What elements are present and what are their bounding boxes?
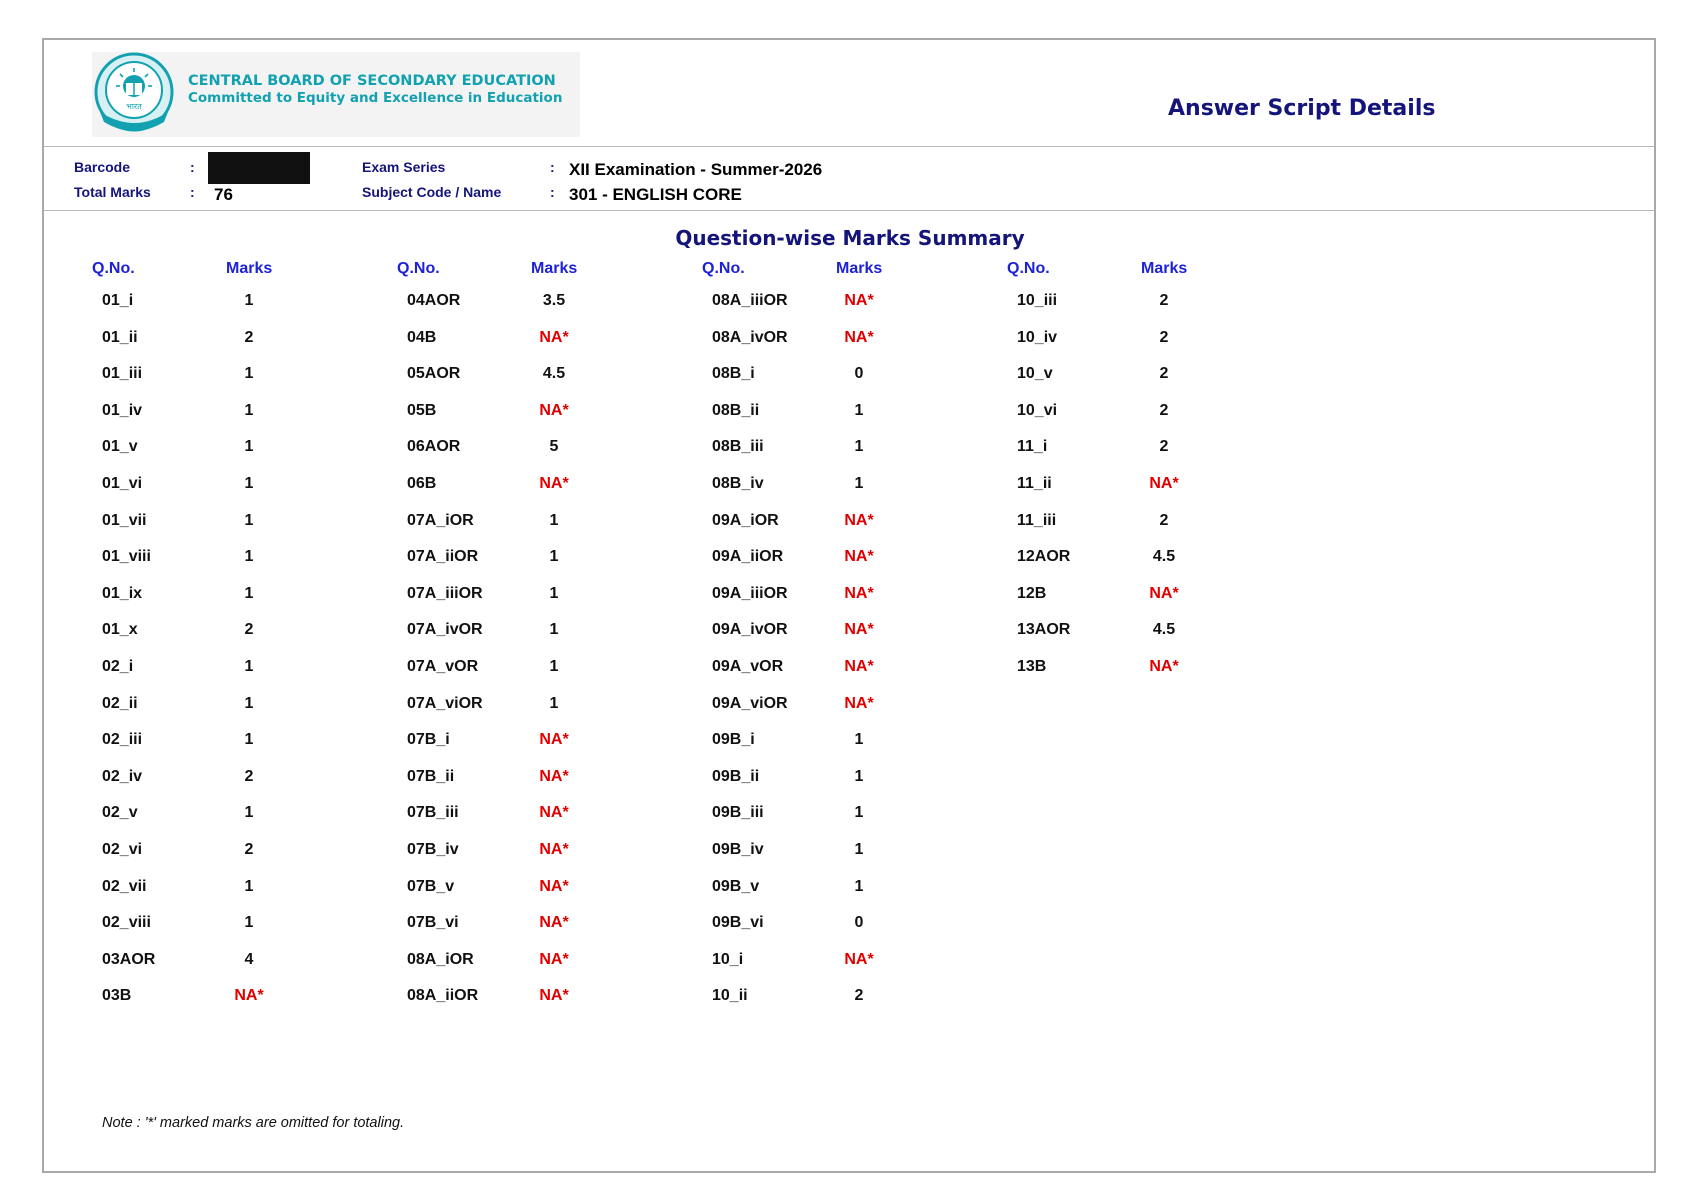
marks-value: 1 (244, 804, 254, 822)
exam-series-colon: : (550, 159, 555, 175)
marks-value: 2 (1159, 292, 1169, 309)
question-number: 12B (1017, 584, 1047, 602)
marks-value: 1 (549, 621, 559, 639)
marks-header: Marks (836, 260, 883, 277)
question-number: 07A_vOR (407, 658, 479, 675)
question-number: 08A_iOR (407, 950, 474, 968)
marks-value: 4.5 (1152, 621, 1176, 639)
total-marks-label: Total Marks (74, 184, 151, 200)
marks-value: 1 (549, 658, 559, 675)
question-number: 01_iii (102, 365, 143, 383)
marks-value: 1 (549, 548, 559, 566)
question-number: 01_x (102, 621, 138, 639)
question-number: 09A_iiiOR (712, 584, 788, 602)
question-number: 08A_ivOR (712, 328, 788, 346)
exam-series-label: Exam Series (362, 159, 446, 175)
qno-header: Q.No. (702, 260, 745, 277)
marks-value: 5 (549, 438, 559, 456)
subject-colon: : (550, 184, 555, 200)
question-number: 08B_i (712, 365, 755, 383)
marks-value: 1 (549, 694, 559, 712)
footnote: Note : '*' marked marks are omitted for totaling. (102, 1115, 405, 1131)
qno-header: Q.No. (92, 260, 135, 277)
marks-value: 1 (244, 548, 254, 566)
question-number: 08A_iiOR (407, 987, 479, 1005)
exam-series-value: XII Examination - Summer-2026 (569, 160, 823, 179)
marks-value: NA* (844, 292, 874, 309)
marks-value: NA* (539, 914, 569, 932)
marks-value: NA* (1149, 658, 1179, 675)
question-number: 02_ii (102, 694, 138, 712)
marks-value: 1 (854, 438, 864, 456)
marks-value: NA* (844, 694, 874, 712)
marks-value: NA* (1149, 584, 1179, 602)
marks-value: NA* (844, 511, 874, 529)
marks-value: 2 (1159, 328, 1169, 346)
question-number: 07A_ivOR (407, 621, 483, 639)
question-number: 10_vi (1017, 401, 1058, 419)
question-number: 10_iii (1017, 292, 1058, 309)
question-number: 01_ii (102, 328, 138, 346)
question-number: 04AOR (407, 292, 461, 309)
question-number: 09A_iiOR (712, 548, 784, 566)
question-number: 08B_iv (712, 475, 764, 492)
question-number: 06AOR (407, 438, 461, 456)
marks-value: NA* (539, 767, 569, 785)
marks-value: 1 (854, 475, 864, 492)
question-number: 01_iv (102, 401, 143, 419)
marks-value: NA* (539, 877, 569, 895)
question-number: 11_iii (1017, 511, 1057, 529)
marks-value: NA* (234, 987, 264, 1005)
marks-value: 2 (244, 841, 254, 858)
question-number: 05AOR (407, 365, 461, 383)
question-number: 09B_i (712, 731, 755, 749)
marks-value: NA* (539, 731, 569, 749)
marks-value: 4.5 (542, 365, 566, 383)
marks-value: 2 (854, 987, 864, 1005)
summary-title: Question-wise Marks Summary (675, 226, 1025, 250)
question-number: 07B_v (407, 877, 455, 895)
question-number: 08B_iii (712, 438, 764, 456)
marks-value: 0 (854, 365, 864, 383)
question-number: 09A_ivOR (712, 621, 788, 639)
question-number: 06B (407, 475, 437, 492)
question-number: 09B_iv (712, 841, 764, 858)
question-number: 02_iii (102, 731, 143, 749)
question-number: 12AOR (1017, 548, 1071, 566)
question-number: 02_iv (102, 767, 143, 785)
question-number: 09B_iii (712, 804, 764, 822)
question-number: 07B_i (407, 731, 450, 749)
page-title: Answer Script Details (1168, 96, 1436, 121)
marks-value: 2 (244, 621, 254, 639)
marks-value: NA* (539, 804, 569, 822)
total-marks-colon: : (190, 184, 195, 200)
cbse-seal-logo (90, 50, 178, 138)
question-number: 08B_ii (712, 401, 760, 419)
marks-value: 1 (854, 401, 864, 419)
question-number: 09A_viOR (712, 694, 788, 712)
question-number: 02_vi (102, 841, 143, 858)
marks-value: 1 (854, 877, 864, 895)
marks-value: 1 (244, 438, 254, 456)
marks-value: 1 (244, 511, 254, 529)
question-number: 02_viii (102, 914, 151, 932)
question-number: 10_v (1017, 365, 1053, 383)
marks-value: 2 (1159, 511, 1169, 529)
question-number: 02_i (102, 658, 134, 675)
marks-value: 2 (244, 767, 254, 785)
marks-value: NA* (539, 950, 569, 968)
header-divider (44, 146, 1654, 147)
marks-value: 1 (244, 877, 254, 895)
marks-value: 1 (244, 401, 254, 419)
marks-value: 1 (854, 804, 864, 822)
seal-text: भारत (126, 102, 142, 111)
question-number: 09B_v (712, 877, 760, 895)
question-number: 03B (102, 987, 132, 1005)
question-number: 10_i (712, 950, 744, 968)
marks-value: 1 (244, 584, 254, 602)
question-number: 10_ii (712, 987, 748, 1005)
marks-value: 1 (244, 365, 254, 383)
subject-value: 301 - ENGLISH CORE (569, 185, 742, 204)
question-number: 09B_vi (712, 914, 764, 932)
info-divider (44, 210, 1654, 211)
marks-value: NA* (539, 328, 569, 346)
marks-value: 1 (549, 511, 559, 529)
marks-value: 1 (854, 767, 864, 785)
marks-value: 1 (549, 584, 559, 602)
question-number: 03AOR (102, 950, 156, 968)
marks-value: 3.5 (542, 292, 566, 309)
question-number: 13B (1017, 658, 1047, 675)
marks-value: 1 (244, 658, 254, 675)
marks-value: NA* (844, 328, 874, 346)
question-number: 07A_viOR (407, 694, 483, 712)
marks-value: 2 (1159, 365, 1169, 383)
barcode-label: Barcode (74, 159, 131, 175)
org-tagline: Committed to Equity and Excellence in Education (188, 90, 563, 106)
marks-value: 1 (244, 914, 254, 932)
total-marks-value: 76 (214, 185, 233, 204)
marks-value: NA* (539, 475, 569, 492)
marks-value: NA* (844, 950, 874, 968)
marks-value: 2 (1159, 401, 1169, 419)
barcode-redacted (208, 152, 310, 184)
marks-header: Marks (1141, 260, 1188, 277)
marks-value: NA* (844, 584, 874, 602)
subject-label: Subject Code / Name (362, 184, 502, 200)
marks-value: 2 (244, 328, 254, 346)
question-number: 09B_ii (712, 767, 760, 785)
marks-header: Marks (226, 260, 273, 277)
question-number: 11_i (1017, 438, 1048, 456)
question-number: 07A_iOR (407, 511, 474, 529)
question-number: 04B (407, 328, 437, 346)
question-number: 11_ii (1017, 475, 1052, 492)
marks-value: NA* (539, 401, 569, 419)
marks-value: 2 (1159, 438, 1169, 456)
marks-value: 4 (244, 950, 254, 968)
question-number: 08A_iiiOR (712, 292, 788, 309)
question-number: 07A_iiOR (407, 548, 479, 566)
question-number: 01_vi (102, 475, 143, 492)
question-number: 09A_iOR (712, 511, 779, 529)
question-number: 07B_iv (407, 841, 459, 858)
question-number: 01_ix (102, 584, 143, 602)
marks-value: NA* (1149, 475, 1179, 492)
marks-value: NA* (539, 841, 569, 858)
marks-value: NA* (539, 987, 569, 1005)
question-number: 02_vii (102, 877, 147, 895)
marks-value: NA* (844, 658, 874, 675)
marks-value: 1 (244, 292, 254, 309)
question-number: 02_v (102, 804, 138, 822)
question-number: 09A_vOR (712, 658, 784, 675)
marks-value: 0 (854, 914, 864, 932)
marks-value: 1 (244, 694, 254, 712)
question-number: 01_i (102, 292, 134, 309)
marks-value: NA* (844, 548, 874, 566)
marks-value: NA* (844, 621, 874, 639)
question-number: 07B_iii (407, 804, 459, 822)
question-number: 07B_ii (407, 767, 455, 785)
marks-value: 1 (854, 841, 864, 858)
qno-header: Q.No. (397, 260, 440, 277)
marks-value: 1 (854, 731, 864, 749)
barcode-colon: : (190, 159, 195, 175)
question-number: 07B_vi (407, 914, 459, 932)
question-number: 01_viii (102, 548, 151, 566)
question-number: 01_vii (102, 511, 147, 529)
org-name: CENTRAL BOARD OF SECONDARY EDUCATION (188, 73, 556, 89)
question-number: 13AOR (1017, 621, 1071, 639)
marks-value: 4.5 (1152, 548, 1176, 566)
qno-header: Q.No. (1007, 260, 1050, 277)
marks-value: 1 (244, 475, 254, 492)
question-number: 07A_iiiOR (407, 584, 483, 602)
question-number: 10_iv (1017, 328, 1058, 346)
marks-value: 1 (244, 731, 254, 749)
question-number: 05B (407, 401, 437, 419)
marks-header: Marks (531, 260, 578, 277)
question-number: 01_v (102, 438, 138, 456)
